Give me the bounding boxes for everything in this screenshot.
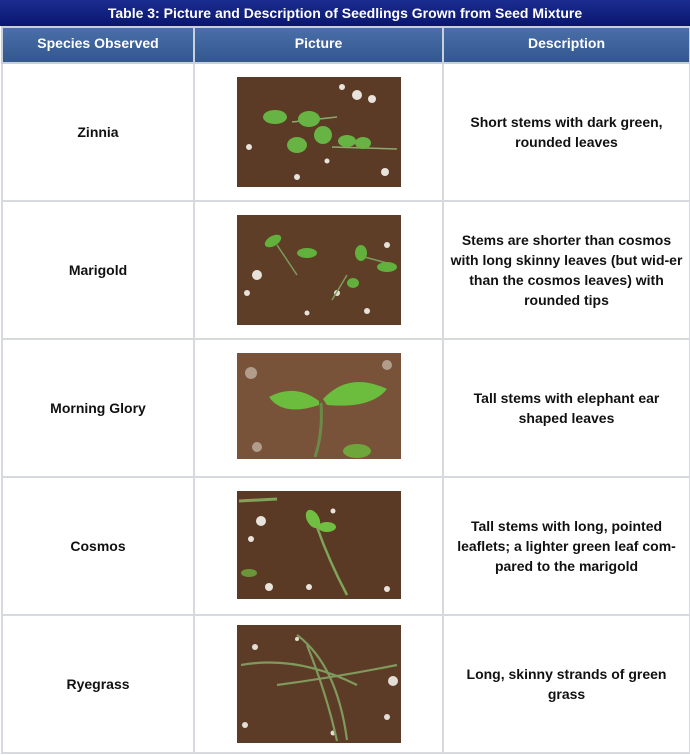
species-description: Tall stems with elephant ear shaped leaves — [443, 339, 690, 477]
species-name: Ryegrass — [2, 615, 194, 753]
species-description: Stems are shorter than cosmos with long skinny leaves (but wid-er than the cosmos leaves) with rounded tips — [443, 201, 690, 339]
zinnia-seedling-photo — [237, 77, 401, 187]
species-description: Tall stems with long, pointed leaflets; a lighter green leaf com-pared to the marigold — [443, 477, 690, 615]
picture-cell — [194, 477, 443, 615]
ryegrass-seedling-photo — [237, 625, 401, 743]
species-name: Cosmos — [2, 477, 194, 615]
header-picture: Picture — [194, 27, 443, 63]
species-description: Long, skinny strands of green grass — [443, 615, 690, 753]
header-description: Description — [443, 27, 690, 63]
table-row — [2, 63, 690, 201]
seedling-table — [1, 26, 690, 754]
morning-glory-seedling-photo — [237, 353, 401, 463]
picture-cell — [194, 63, 443, 201]
table-row — [2, 477, 690, 615]
header-species: Species Observed — [2, 27, 194, 63]
cosmos-seedling-photo — [237, 491, 401, 601]
species-name: Zinnia — [2, 63, 194, 201]
table-row — [2, 201, 690, 339]
picture-cell — [194, 339, 443, 477]
species-name: Morning Glory — [2, 339, 194, 477]
table-row — [2, 615, 690, 753]
table-caption: Table 3: Picture and Description of Seedlings Grown from Seed Mixture — [0, 0, 690, 26]
picture-cell — [194, 615, 443, 753]
picture-cell — [194, 201, 443, 339]
species-name: Marigold — [2, 201, 194, 339]
species-description: Short stems with dark green, rounded leaves — [443, 63, 690, 201]
table-header-row — [2, 27, 690, 63]
table-row — [2, 339, 690, 477]
marigold-seedling-photo — [237, 215, 401, 325]
